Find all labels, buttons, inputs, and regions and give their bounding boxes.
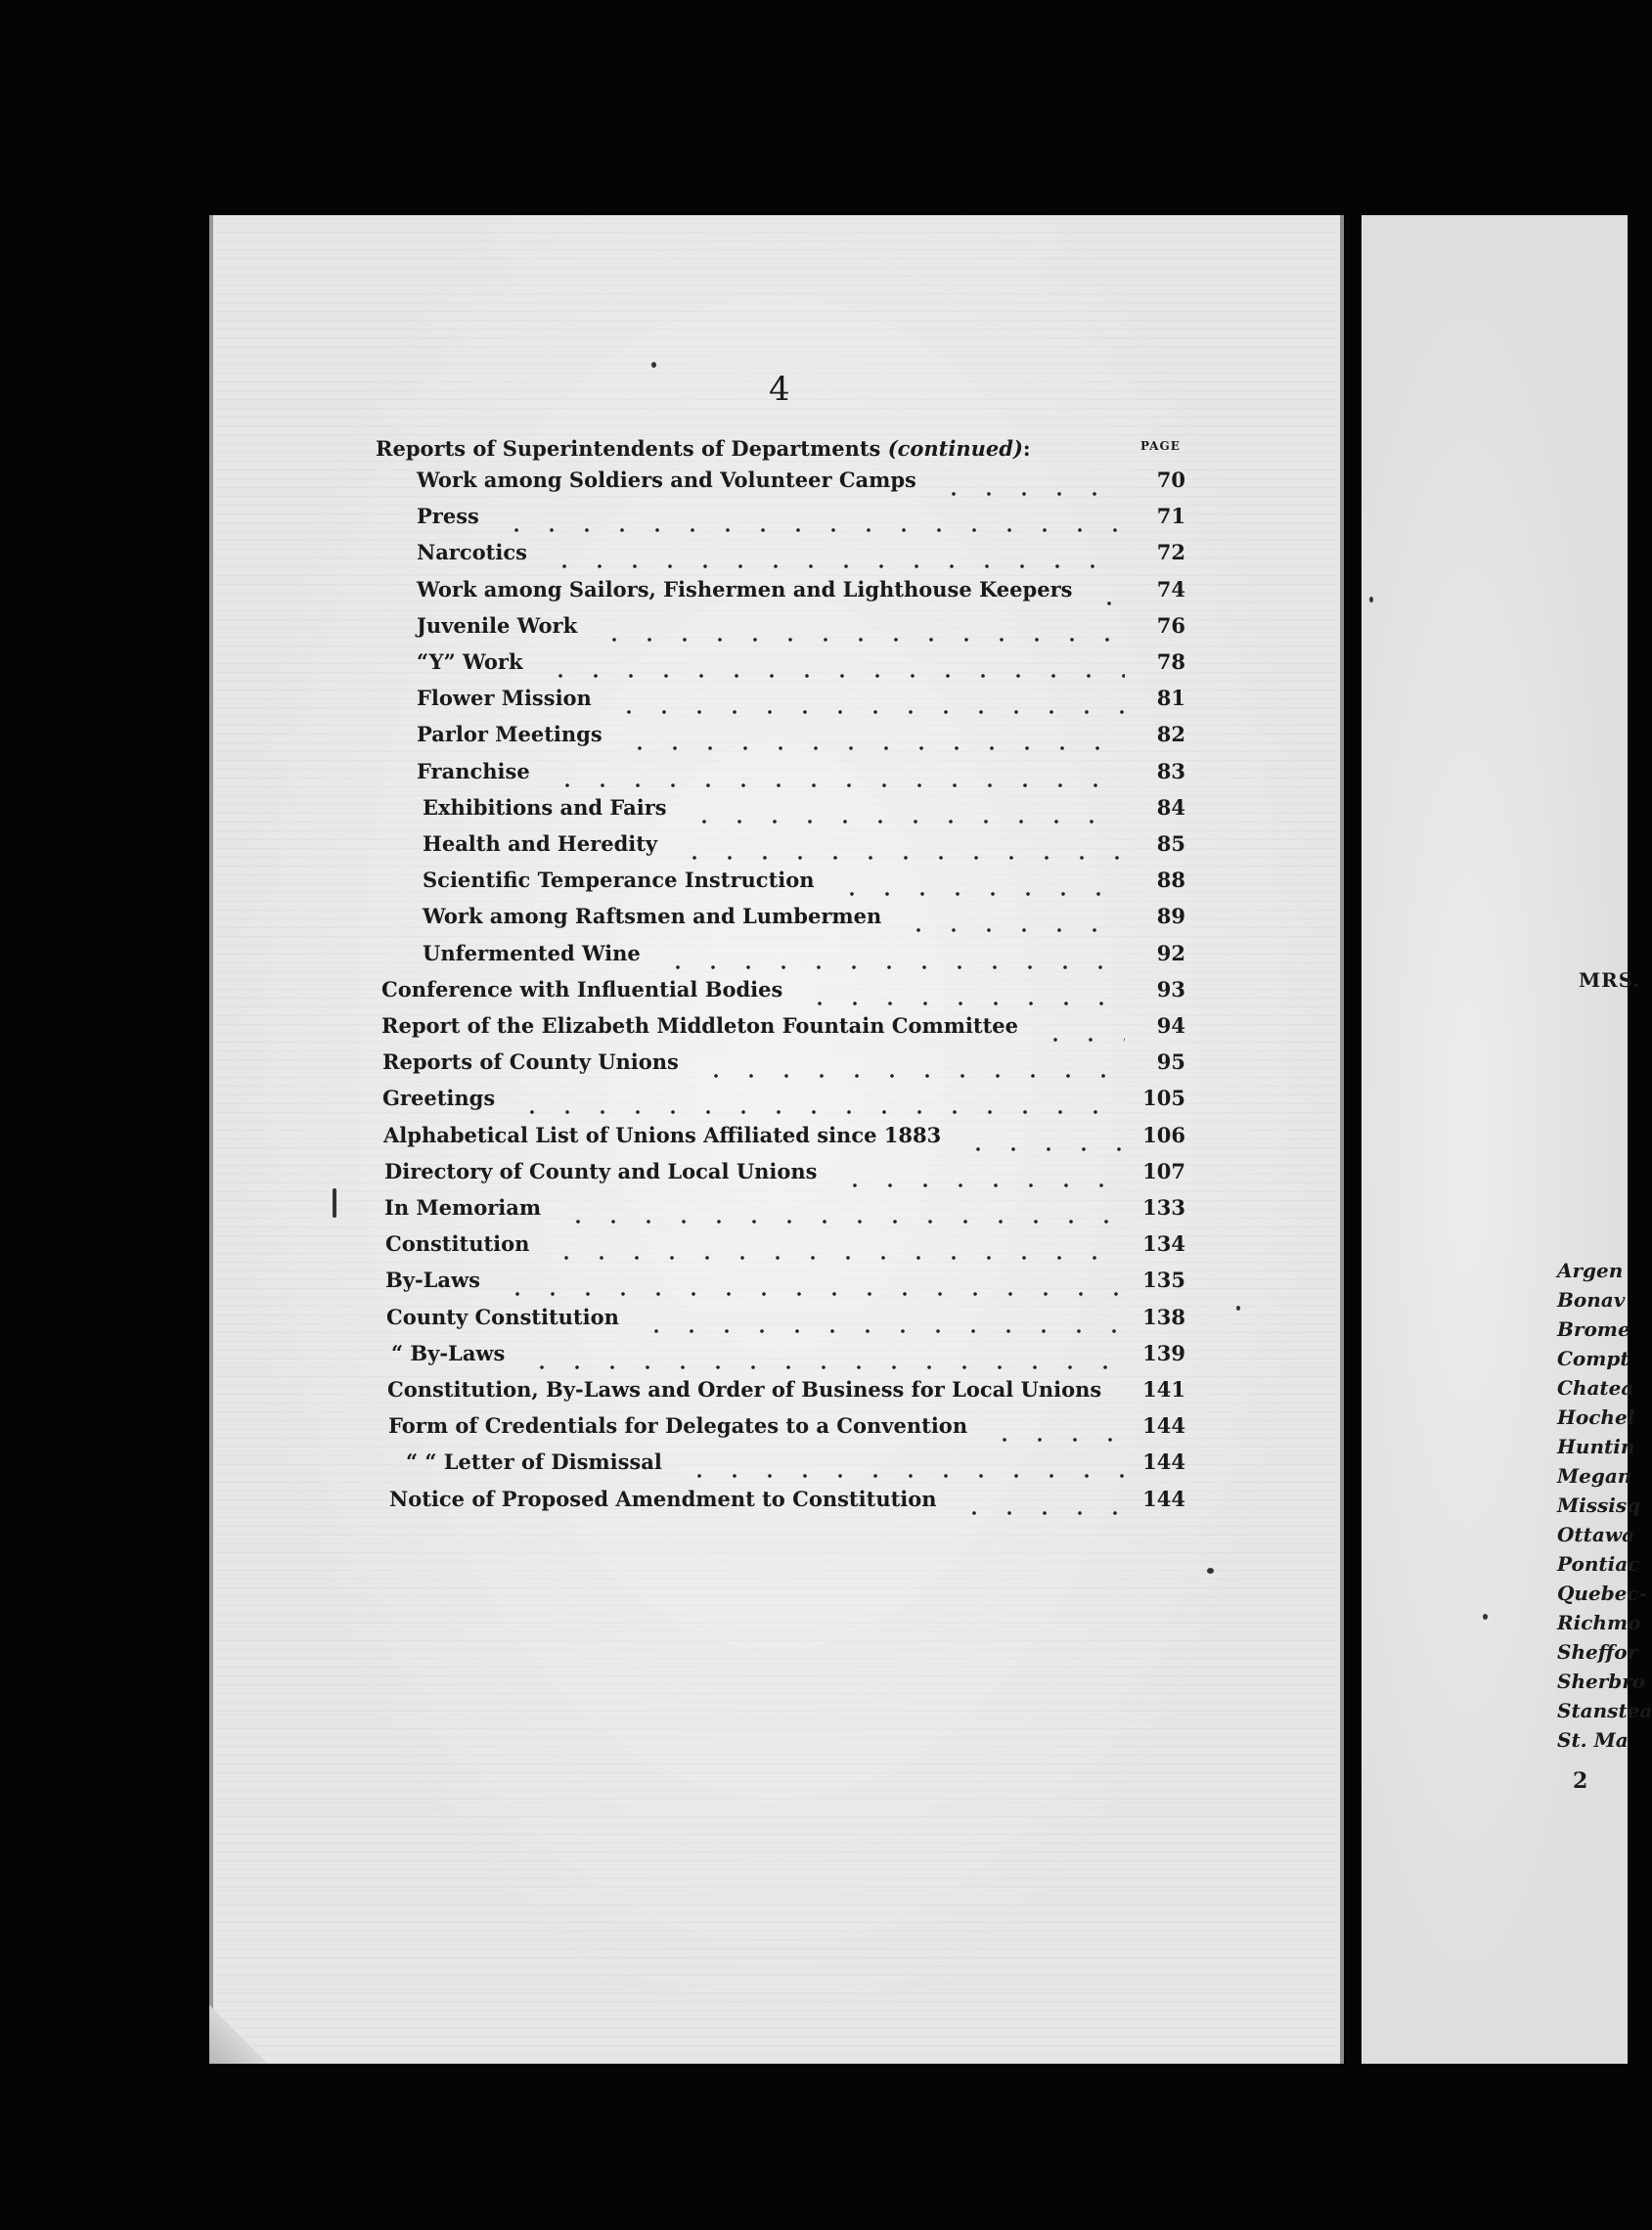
toc-entry	[406, 1450, 1185, 1485]
county-list-item: Sheffor	[1557, 1640, 1638, 1664]
toc-entry-page: 135	[1142, 1268, 1185, 1293]
scan-speck	[1236, 1306, 1240, 1311]
county-list-item: Richmo	[1557, 1611, 1641, 1634]
county-list-item: Argen	[1557, 1259, 1624, 1282]
section-heading-suffix: (continued)	[887, 436, 1023, 461]
toc-entry	[388, 1413, 1185, 1449]
toc-entry	[417, 613, 1185, 648]
toc-entry-page: 72	[1156, 540, 1185, 565]
toc-entry-page: 76	[1156, 612, 1185, 638]
section-heading-colon: :	[1022, 436, 1031, 461]
toc-entry-page: 93	[1156, 976, 1185, 1002]
scan-speck	[1207, 1568, 1214, 1574]
toc-entry-page: 78	[1156, 649, 1185, 674]
county-list-item: Brome	[1557, 1317, 1630, 1341]
toc-leader-dots	[979, 1413, 1125, 1443]
toc-leader-dots	[691, 1049, 1125, 1079]
toc-entry-page: 82	[1156, 722, 1185, 747]
toc-entry-page: 84	[1156, 794, 1185, 820]
toc-entry-page: 144	[1142, 1450, 1185, 1475]
toc-entry-title: “ By-Laws	[391, 1340, 506, 1365]
toc-leader-dots	[949, 1487, 1125, 1516]
county-list-item: Huntin	[1557, 1435, 1635, 1458]
toc-entry-title: Parlor Meetings	[417, 722, 603, 747]
toc-leader-dots	[669, 831, 1125, 861]
toc-entry	[381, 1013, 1185, 1048]
toc-entry-page: 81	[1156, 686, 1185, 711]
toc-leader-dots	[1030, 1013, 1125, 1043]
toc-leader-dots	[953, 1123, 1125, 1152]
toc-entry-title: Reports of County Unions	[382, 1049, 679, 1075]
toc-entry	[385, 1268, 1185, 1303]
county-list	[1557, 1256, 1652, 1755]
toc-entry-page: 83	[1156, 758, 1185, 783]
toc-leader-dots	[535, 649, 1125, 679]
county-list-item: Bonav	[1557, 1288, 1626, 1312]
toc-leader-dots	[893, 904, 1125, 933]
scan-speck	[651, 362, 656, 368]
county-list-item: Megan	[1557, 1464, 1632, 1488]
county-list-item: St. Ma	[1557, 1728, 1629, 1752]
toc-entry-title: Greetings	[382, 1086, 496, 1111]
toc-entry	[417, 649, 1185, 685]
toc-entry-title: County Constitution	[386, 1304, 619, 1329]
toc-leader-dots	[491, 504, 1125, 533]
toc-entry-page: 144	[1142, 1413, 1185, 1439]
toc-entry-title: Franchise	[417, 758, 530, 783]
toc-leader-dots	[553, 1195, 1125, 1225]
toc-entry-page: 141	[1142, 1377, 1185, 1402]
toc-entry-title: Work among Soldiers and Volunteer Camps	[417, 468, 916, 492]
toc-entry-page: 95	[1156, 1049, 1185, 1075]
toc-entry-title: Report of the Elizabeth Middleton Fountain Committee	[381, 1013, 1019, 1038]
toc-entry-page: 71	[1156, 504, 1185, 529]
toc-entry	[386, 1305, 1185, 1340]
scan-speck	[333, 1188, 336, 1218]
county-list-item: Missisq	[1557, 1494, 1641, 1517]
toc-entry	[423, 904, 1185, 939]
toc-entry-title: “Y” Work	[417, 649, 523, 674]
toc-entry-title: Notice of Proposed Amendment to Constitution	[389, 1486, 937, 1511]
toc-entry-page: 70	[1156, 468, 1185, 492]
toc-entry	[383, 1123, 1185, 1158]
toc-leader-dots	[928, 468, 1125, 497]
toc-leader-dots	[1084, 577, 1125, 606]
toc-entry-title: Constitution, By-Laws and Order of Business for Local Unions	[387, 1377, 1102, 1402]
toc-entry-title: Unfermented Wine	[423, 940, 641, 965]
page-number: 4	[769, 370, 791, 409]
toc-entry-page: 92	[1156, 940, 1185, 965]
toc-leader-dots	[794, 977, 1125, 1006]
county-list-item: Sherbro	[1557, 1670, 1646, 1693]
toc-entry-page: 107	[1142, 1158, 1185, 1183]
scan-speck	[1483, 1614, 1488, 1620]
toc-entry-page: 134	[1142, 1231, 1185, 1257]
toc-entry-page: 139	[1142, 1340, 1185, 1365]
page-column-label: PAGE	[1140, 439, 1181, 453]
toc-entry-page: 144	[1142, 1486, 1185, 1511]
toc-leader-dots	[603, 686, 1125, 715]
toc-leader-dots	[507, 1086, 1125, 1115]
toc-entry-page: 138	[1142, 1304, 1185, 1329]
toc-entry	[423, 831, 1185, 867]
toc-leader-dots	[652, 941, 1125, 970]
toc-leader-dots	[516, 1341, 1125, 1370]
toc-leader-dots	[542, 759, 1125, 788]
toc-entry-page: 89	[1156, 904, 1185, 929]
toc-entry-title: Directory of County and Local Unions	[384, 1158, 818, 1183]
toc-entry-page: 94	[1156, 1013, 1185, 1038]
toc-entry-title: Work among Sailors, Fishermen and Lighthouse Keepers	[417, 576, 1073, 602]
county-list-item: Hochel	[1557, 1405, 1635, 1429]
toc-entry	[423, 941, 1185, 976]
section-heading-text: Reports of Superintendents of Departments	[376, 436, 881, 461]
toc-entry	[387, 1377, 1185, 1412]
toc-entry-page: 88	[1156, 868, 1185, 893]
toc-entry	[417, 759, 1185, 794]
toc-entry	[423, 795, 1185, 830]
right-page-folio: 2	[1573, 1768, 1588, 1794]
toc-entry	[423, 868, 1185, 903]
toc-entry-title: Work among Raftsmen and Lumbermen	[423, 904, 882, 929]
toc-entry	[417, 468, 1185, 503]
toc-entry-page: 106	[1142, 1122, 1185, 1147]
toc-entry-title: Conference with Influential Bodies	[381, 976, 783, 1002]
toc-entry	[417, 540, 1185, 575]
toc-entry	[382, 1049, 1185, 1085]
county-list-item: Ottawa	[1557, 1523, 1635, 1546]
county-list-item: Chatea	[1557, 1376, 1634, 1400]
toc-leader-dots	[631, 1305, 1125, 1334]
toc-leader-dots	[614, 722, 1125, 751]
toc-leader-dots	[829, 1159, 1126, 1188]
toc-entry-title: Press	[417, 504, 479, 529]
toc-entry-page: 85	[1156, 831, 1185, 856]
toc-entry	[391, 1341, 1185, 1376]
toc-leader-dots	[589, 613, 1125, 643]
toc-entry	[384, 1159, 1185, 1194]
toc-leader-dots	[539, 540, 1125, 569]
toc-leader-dots	[679, 795, 1125, 825]
toc-leader-dots	[674, 1450, 1125, 1479]
toc-entry-title: Constitution	[385, 1231, 530, 1257]
county-list-item: Quebec-	[1557, 1582, 1647, 1605]
toc-entry-title: Juvenile Work	[417, 612, 578, 638]
toc-entry	[417, 504, 1185, 539]
toc-leader-dots	[826, 868, 1125, 897]
toc-entry	[417, 722, 1185, 757]
toc-entry-title: Flower Mission	[417, 686, 592, 711]
toc-entry-title: “ “ Letter of Dismissal	[406, 1450, 662, 1475]
toc-leader-dots	[1113, 1377, 1125, 1406]
toc-entry-title: Alphabetical List of Unions Affiliated since 1883	[383, 1122, 942, 1147]
toc-entry-title: In Memoriam	[384, 1195, 542, 1220]
toc-leader-dots	[492, 1268, 1125, 1297]
toc-entry	[417, 686, 1185, 721]
toc-entry	[385, 1231, 1185, 1267]
county-list-item: Pontiac	[1557, 1552, 1640, 1576]
toc-entry	[384, 1195, 1185, 1230]
section-heading	[376, 436, 1031, 461]
county-list-item: Compt	[1557, 1347, 1630, 1370]
toc-entry-title: Narcotics	[417, 540, 527, 565]
toc-entry	[382, 1086, 1185, 1121]
toc-leader-dots	[541, 1231, 1125, 1261]
toc-entry-title: Scientific Temperance Instruction	[423, 868, 815, 893]
toc-entry-title: Form of Credentials for Delegates to a Convention	[388, 1413, 968, 1439]
toc-entry-title: By-Laws	[385, 1268, 480, 1293]
toc-entry-page: 105	[1142, 1086, 1185, 1111]
county-list-item: Stanstea	[1557, 1699, 1652, 1722]
toc-entry	[417, 577, 1185, 612]
toc-entry-page: 133	[1142, 1195, 1185, 1220]
toc-entry-title: Exhibitions and Fairs	[423, 794, 667, 820]
toc-entry-page: 74	[1156, 576, 1185, 602]
right-page-heading: MRS.	[1579, 968, 1641, 992]
toc-entry	[381, 977, 1185, 1012]
toc-entry	[389, 1487, 1185, 1522]
scan-speck	[1369, 597, 1373, 602]
toc-entry-title: Health and Heredity	[423, 831, 658, 856]
